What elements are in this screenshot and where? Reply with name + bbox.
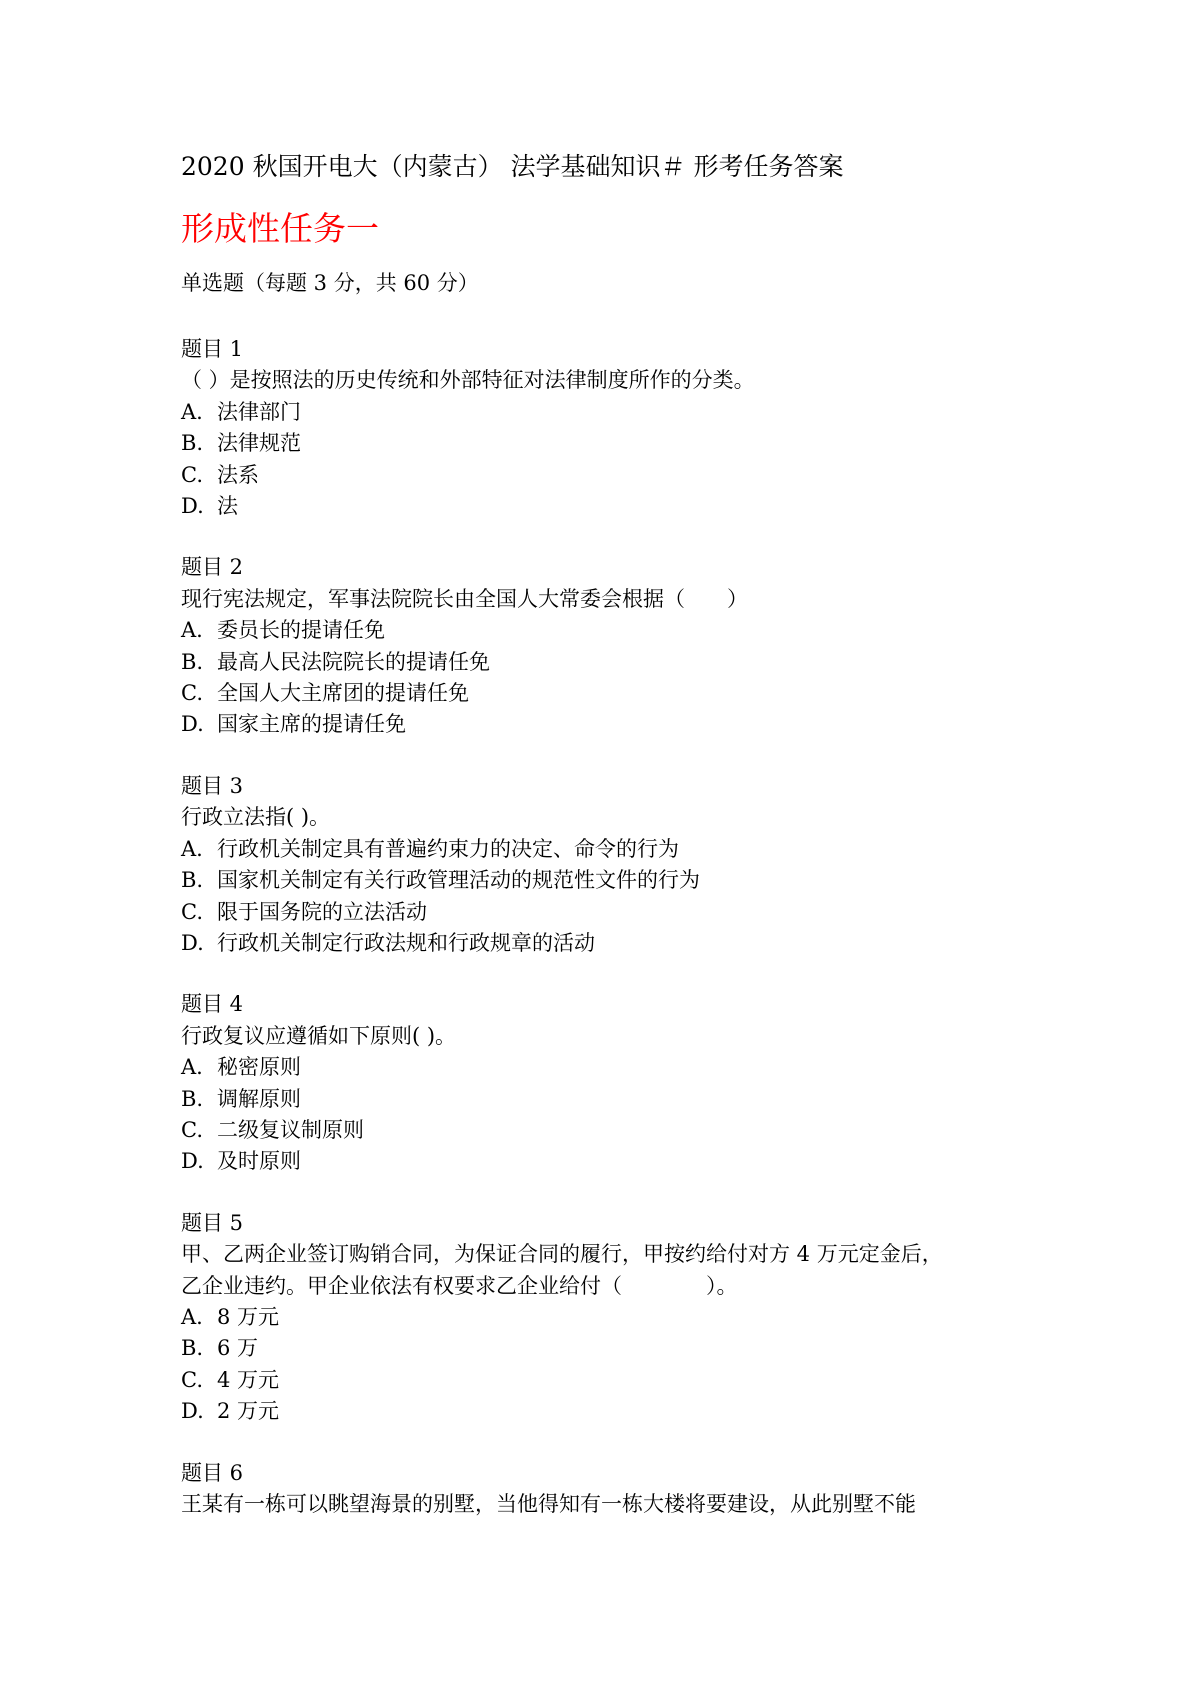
question-1 bbox=[181, 334, 1021, 522]
question-label: 题目 4 bbox=[181, 992, 244, 1017]
question-label: 题目 6 bbox=[181, 1460, 244, 1485]
option-letter: A. bbox=[181, 836, 203, 861]
question-text: （ ）是按照法的历史传统和外部特征对法律制度所作的分类。 bbox=[181, 368, 755, 393]
question-label: 题目 1 bbox=[181, 337, 244, 361]
option-text: 二级复议制原则 bbox=[217, 1117, 364, 1142]
option-b bbox=[181, 1084, 1021, 1115]
option-a bbox=[181, 834, 1021, 865]
option-letter: D. bbox=[181, 930, 204, 955]
question-text: 乙企业违约。甲企业依法有权要求乙企业给付（ ）。 bbox=[181, 1273, 738, 1298]
option-letter: C. bbox=[181, 681, 203, 706]
option-letter: C. bbox=[181, 1367, 203, 1392]
option-text: 法系 bbox=[217, 462, 259, 487]
option-text: 最高人民法院院长的提请任免 bbox=[217, 649, 490, 674]
question-2 bbox=[181, 552, 1021, 740]
option-text: 委员长的提请任免 bbox=[217, 618, 385, 643]
option-letter: C. bbox=[181, 462, 203, 487]
option-letter: A. bbox=[181, 618, 203, 643]
option-a bbox=[181, 615, 1021, 646]
option-c bbox=[181, 1115, 1021, 1146]
option-d bbox=[181, 1396, 1021, 1427]
option-text: 国家主席的提请任免 bbox=[217, 712, 406, 737]
option-letter: B. bbox=[181, 868, 204, 893]
option-b bbox=[181, 865, 1021, 896]
option-text: 6 万 bbox=[217, 1336, 259, 1361]
option-a bbox=[181, 397, 1021, 428]
question-3 bbox=[181, 771, 1021, 959]
option-letter: D. bbox=[181, 1399, 204, 1424]
option-a bbox=[181, 1052, 1021, 1083]
option-b bbox=[181, 1333, 1021, 1364]
option-b bbox=[181, 647, 1021, 678]
option-b bbox=[181, 428, 1021, 459]
option-d bbox=[181, 709, 1021, 740]
option-text: 法 bbox=[217, 494, 238, 519]
option-d bbox=[181, 928, 1021, 959]
question-text: 行政复议应遵循如下原则( )。 bbox=[181, 1023, 457, 1048]
option-text: 8 万元 bbox=[217, 1304, 280, 1329]
option-d bbox=[181, 491, 1021, 522]
option-text: 秘密原则 bbox=[217, 1055, 301, 1080]
option-a bbox=[181, 1302, 1021, 1333]
option-letter: A. bbox=[181, 399, 203, 424]
option-letter: A. bbox=[181, 1304, 203, 1329]
option-letter: D. bbox=[181, 494, 204, 519]
option-letter: B. bbox=[181, 1086, 204, 1111]
question-label: 题目 3 bbox=[181, 773, 244, 798]
question-text: 甲、乙两企业签订购销合同，为保证合同的履行，甲按约给付对方 4 万元定金后， bbox=[181, 1242, 943, 1267]
option-text: 国家机关制定有关行政管理活动的规范性文件的行为 bbox=[217, 868, 700, 893]
option-letter: B. bbox=[181, 1336, 204, 1361]
question-text: 现行宪法规定，军事法院院长由全国人大常委会根据（ ） bbox=[181, 586, 748, 611]
section-title: 形成性任务一 bbox=[181, 209, 379, 248]
question-list bbox=[181, 334, 1021, 1550]
option-c bbox=[181, 678, 1021, 709]
option-letter: C. bbox=[181, 899, 203, 924]
document-title: 2020 秋国开电大（内蒙古） 法学基础知识＃ 形考任务答案 bbox=[181, 152, 844, 181]
question-type-instructions: 单选题（每题 3 分，共 60 分） bbox=[181, 271, 479, 295]
option-text: 法律部门 bbox=[217, 399, 301, 424]
option-letter: B. bbox=[181, 649, 204, 674]
option-text: 2 万元 bbox=[217, 1399, 280, 1424]
option-letter: A. bbox=[181, 1055, 203, 1080]
option-text: 行政机关制定行政法规和行政规章的活动 bbox=[217, 930, 595, 955]
option-text: 4 万元 bbox=[217, 1367, 280, 1392]
question-text: 王某有一栋可以眺望海景的别墅，当他得知有一栋大楼将要建设，从此别墅不能 bbox=[181, 1492, 916, 1516]
option-letter: C. bbox=[181, 1117, 203, 1142]
option-letter: D. bbox=[181, 712, 204, 737]
option-c bbox=[181, 1365, 1021, 1396]
question-label: 题目 2 bbox=[181, 555, 244, 580]
question-label: 题目 5 bbox=[181, 1210, 244, 1235]
question-6 bbox=[181, 1458, 1021, 1521]
option-text: 法律规范 bbox=[217, 431, 301, 456]
option-c bbox=[181, 460, 1021, 491]
option-text: 调解原则 bbox=[217, 1086, 301, 1111]
question-text: 行政立法指( )。 bbox=[181, 805, 331, 830]
option-text: 行政机关制定具有普遍约束力的决定、命令的行为 bbox=[217, 836, 679, 861]
option-c bbox=[181, 897, 1021, 928]
option-text: 及时原则 bbox=[217, 1149, 301, 1174]
question-4 bbox=[181, 989, 1021, 1177]
question-5 bbox=[181, 1208, 1021, 1428]
option-letter: B. bbox=[181, 431, 204, 456]
option-d bbox=[181, 1146, 1021, 1177]
option-letter: D. bbox=[181, 1149, 204, 1174]
option-text: 全国人大主席团的提请任免 bbox=[217, 681, 469, 706]
option-text: 限于国务院的立法活动 bbox=[217, 899, 427, 924]
